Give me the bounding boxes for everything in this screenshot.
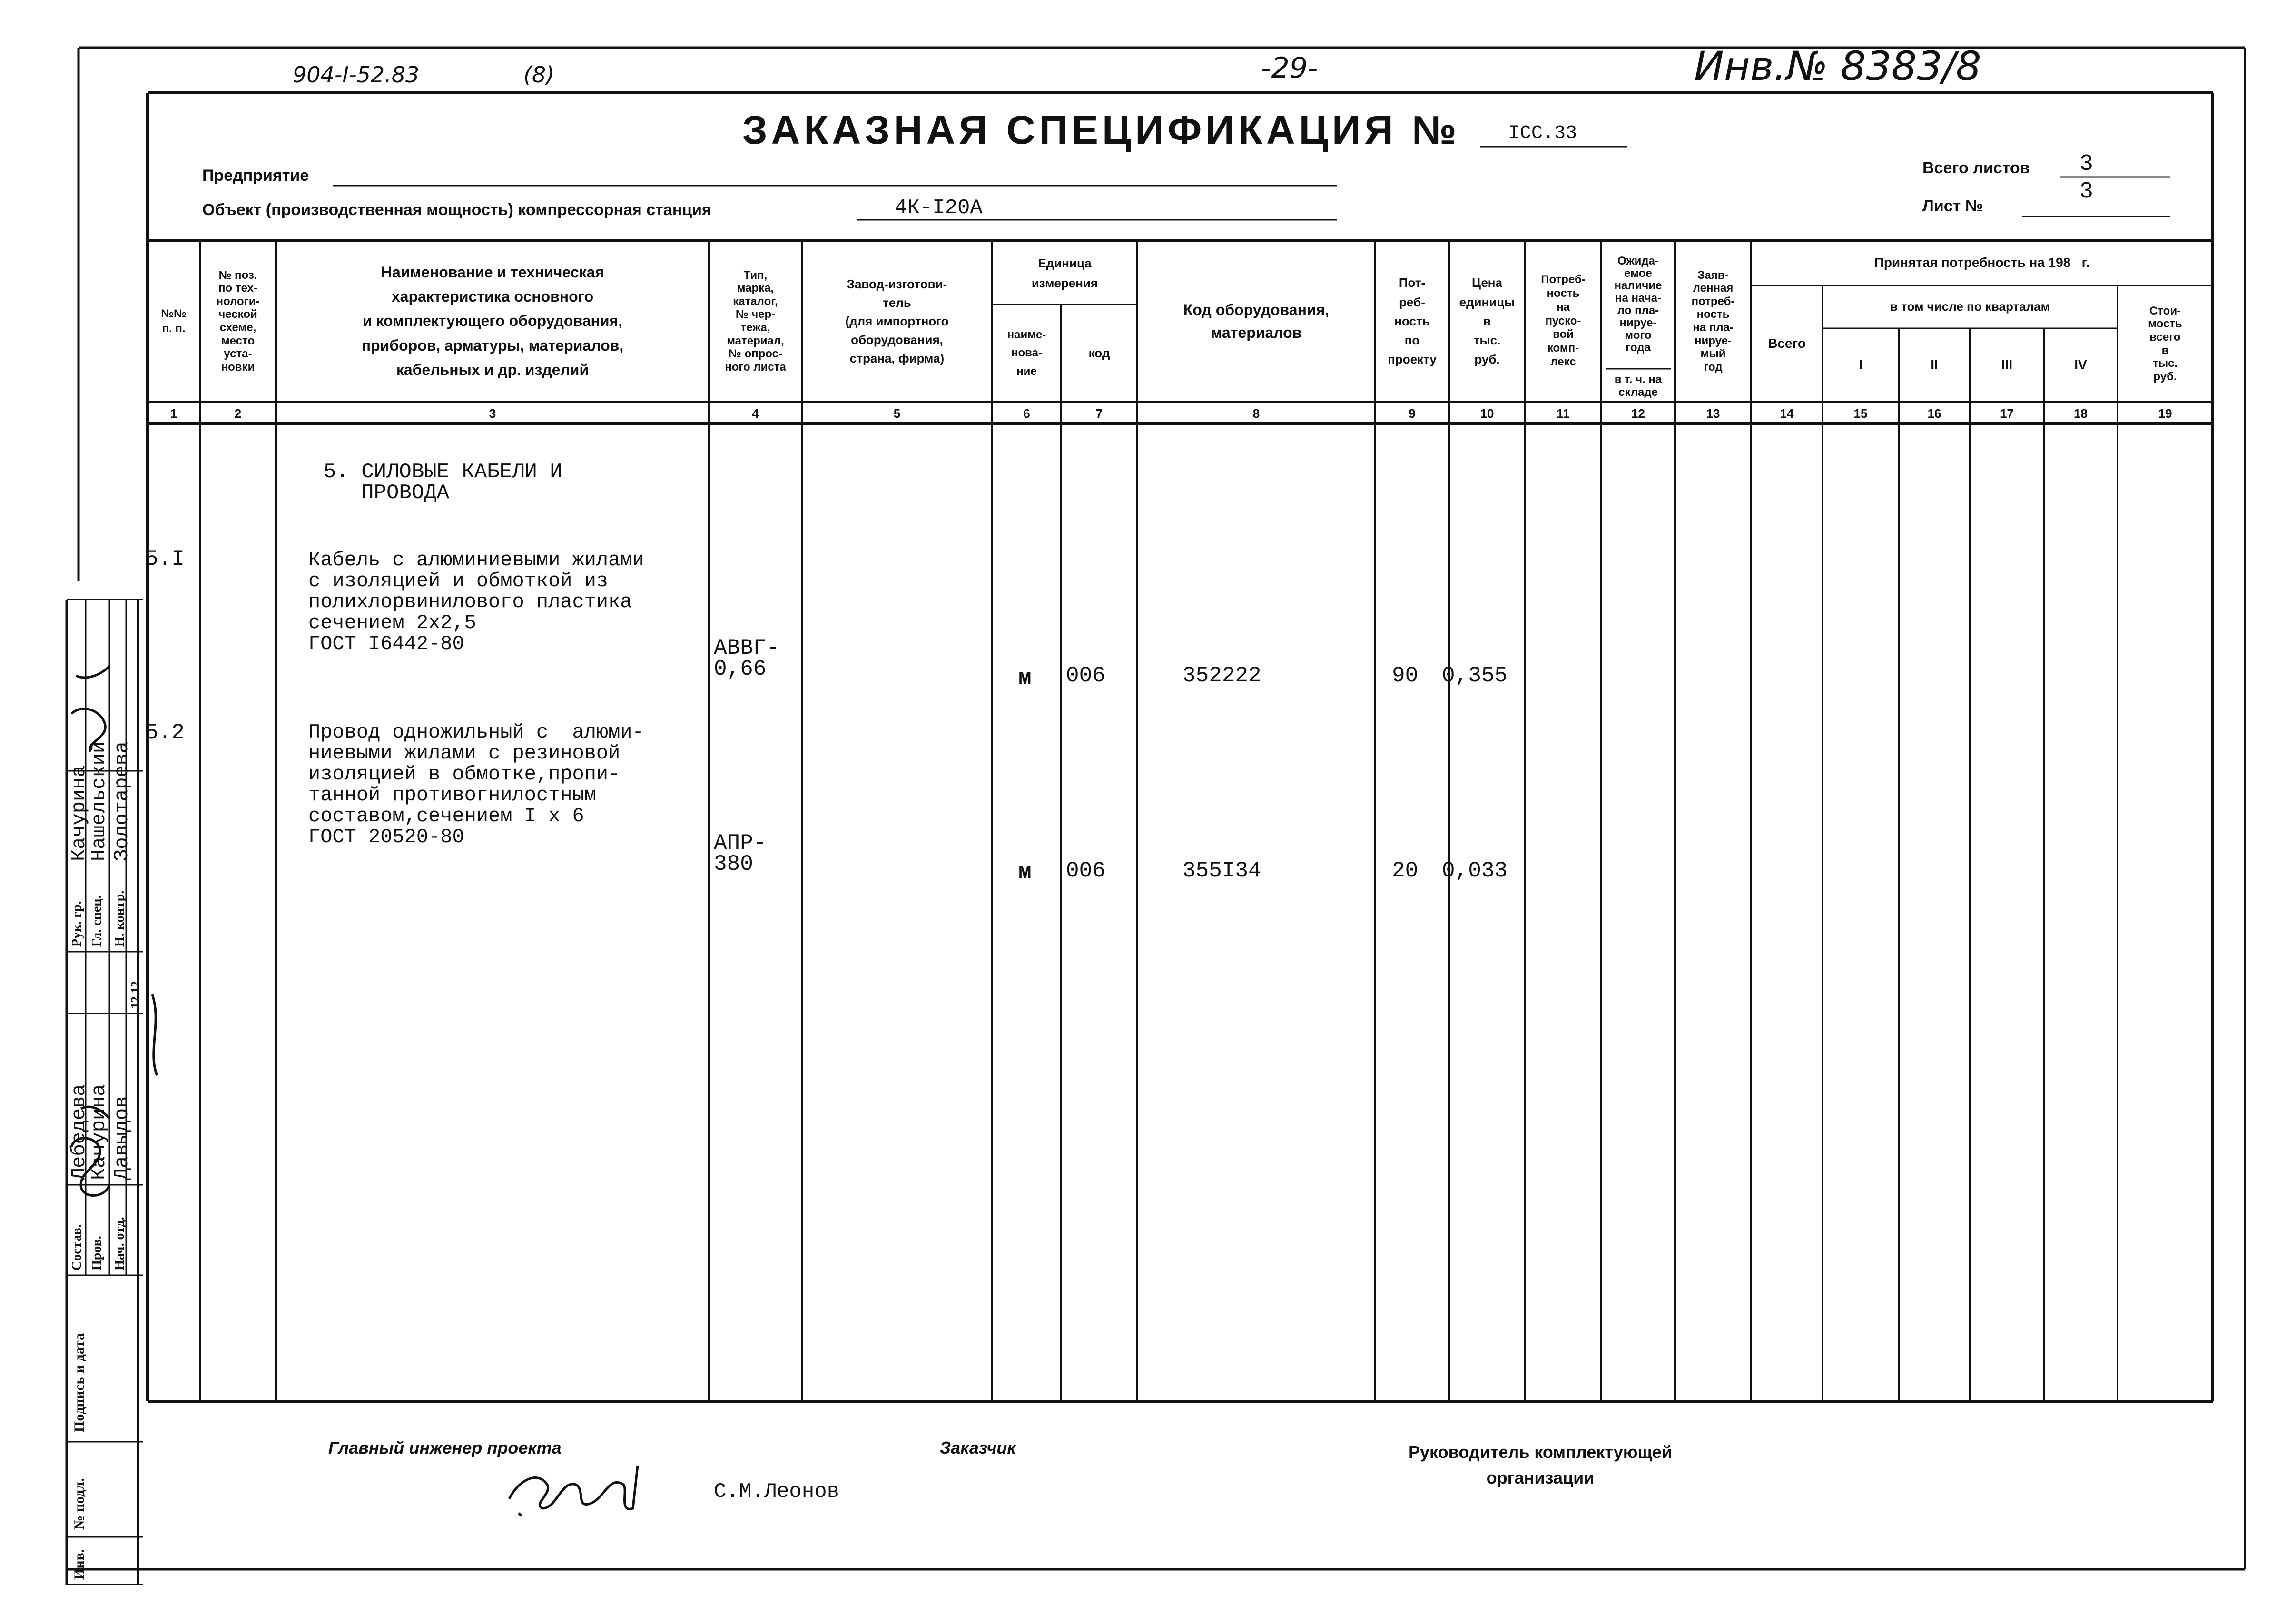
row-unit: м <box>1018 860 1032 885</box>
stamp-name: Нашельский <box>88 741 110 861</box>
col-header-3: Наименование и техническая характеристика основного и комплектующего оборудования, приборов, арматуры, материалов, кабельных и др. изделий <box>361 264 624 378</box>
col-number: 19 <box>2158 406 2172 421</box>
col-header-16: II <box>1931 357 1938 373</box>
row-number: 5.2 <box>145 720 185 745</box>
stamp-name: Давыдов <box>110 1096 133 1180</box>
stamp-role: Гл. спец. <box>89 895 104 947</box>
total-sheets-value: 3 <box>2079 151 2093 177</box>
col-number: 8 <box>1252 406 1260 421</box>
row-equipment-code: 355I34 <box>1182 858 1261 883</box>
row-unit: м <box>1018 666 1032 690</box>
row-type: АПР- 380 <box>714 831 767 876</box>
col-number: 1 <box>170 406 177 421</box>
col-number: 18 <box>2074 406 2088 421</box>
col-number: 13 <box>1706 406 1720 421</box>
col-header-11: Потреб- ность на пуско- вой комп- лекс <box>1541 273 1586 368</box>
col-header-12-stock: в т. ч. на складе <box>1614 373 1662 399</box>
col-header-15: I <box>1859 357 1862 373</box>
col-header-14: Всего <box>1768 336 1806 351</box>
stamp-name: Качурина <box>88 1084 110 1180</box>
stamp-role: Пров. <box>89 1236 104 1270</box>
stamp-name: Лебедева <box>68 1084 90 1180</box>
stamp-role: Состав. <box>69 1224 84 1270</box>
col-number: 9 <box>1409 406 1416 421</box>
row-price: 0,355 <box>1442 663 1508 688</box>
object-label: Объект (производственная мощность) компрессорная станция <box>202 201 711 219</box>
col-number: 6 <box>1023 406 1030 421</box>
supplier-head-label: Руководитель комплектующей организации <box>1409 1442 1673 1487</box>
col-number: 15 <box>1853 406 1868 421</box>
col-header-4: Тип, марка, каталог, № чер- тежа, материал, № опрос- ного листа <box>725 268 786 374</box>
row-unit-code: 006 <box>1066 858 1105 883</box>
col-number: 16 <box>1927 406 1941 421</box>
row-price: 0,033 <box>1442 858 1508 883</box>
row-equipment-code: 352222 <box>1182 663 1261 688</box>
customer-name: С.М.Леонов <box>714 1480 840 1504</box>
col-header-5: Завод-изготови- тель (для импортного оборудования, страна, фирма) <box>845 276 949 365</box>
col-number: 10 <box>1480 406 1494 421</box>
col-header-10: Цена единицы в тыс. руб. <box>1459 276 1515 367</box>
doc-number: 904-I-52.83 <box>293 62 420 88</box>
stamp-role: Нач. отд. <box>112 1217 127 1270</box>
col-number: 17 <box>2000 406 2014 421</box>
col-header-12: Ожида- емое наличие на нача- ло пла- нируе- мого года <box>1614 255 1662 354</box>
stamp-role: Н. контр. <box>112 890 127 947</box>
row-unit-code: 006 <box>1066 663 1105 688</box>
sheet-label: Лист № <box>1922 197 1983 215</box>
total-sheets-label: Всего листов <box>1922 159 2030 177</box>
col-header-19: Стои- мость всего в тыс. руб. <box>2148 304 2182 383</box>
col-number: 2 <box>234 406 242 421</box>
row-number: 5.I <box>145 547 185 571</box>
inventory-number: Инв.№ 8383/8 <box>1694 43 1981 89</box>
page-number: -29- <box>1261 51 1318 85</box>
col-number: 3 <box>489 406 496 421</box>
doc-part: (8) <box>523 62 555 88</box>
stamp-name: Качурина <box>68 765 90 861</box>
col-header-7: код <box>1088 345 1110 360</box>
row-description: Провод одножильный с алюми- ниевыми жилами с резиновой изоляцией в обмотке,пропи- танной противогнилостным составом,сечением I х 6 ГОСТ 20520-80 <box>308 721 644 848</box>
col-header-18: IV <box>2074 357 2087 373</box>
col-header-13: Заяв- ленная потреб- ность на пла- нируе- мый год <box>1691 268 1735 374</box>
quarters-group-header: в том числе по кварталам <box>1890 299 2050 314</box>
col-number: 12 <box>1631 406 1645 421</box>
col-number: 11 <box>1557 406 1570 421</box>
col-header-6: наиме- нова- ние <box>1007 328 1046 378</box>
section-title: 5. СИЛОВЫЕ КАБЕЛИ И ПРОВОДА <box>324 460 562 505</box>
col-number: 5 <box>893 406 901 421</box>
unit-group-header: Единица измерения <box>1031 256 1098 290</box>
col-header-1: №№ п. п. <box>161 307 187 335</box>
spec-number: ICC.33 <box>1508 123 1577 144</box>
stamp-name: Золотарева <box>110 741 133 861</box>
col-number: 14 <box>1780 406 1794 421</box>
row-description: Кабель с алюминиевыми жилами с изоляцией и обмоткой из полихлорвинилового пластика сечением 2х2,5 ГОСТ I6442-80 <box>308 549 644 655</box>
doc-title: ЗАКАЗНАЯ СПЕЦИФИКАЦИЯ № <box>742 108 1460 152</box>
col-number: 4 <box>752 406 759 421</box>
col-header-8: Код оборудования, материалов <box>1183 301 1330 341</box>
stamp-side-label: Подпись и дата <box>71 1333 87 1432</box>
object-value: 4К-I20А <box>895 196 983 220</box>
col-number: 7 <box>1095 406 1103 421</box>
sheet-value: 3 <box>2079 179 2093 205</box>
row-type: АВВГ- 0,66 <box>714 636 780 681</box>
stamp-date: 12.12 <box>128 981 142 1009</box>
col-header-9: Пот- реб- ность по проекту <box>1388 276 1437 367</box>
chief-engineer-label: Главный инженер проекта <box>328 1438 562 1457</box>
col-header-17: III <box>2001 357 2013 373</box>
stamp-side-label: Инв. <box>71 1549 87 1580</box>
stamp-role: Рук. гр. <box>69 901 84 947</box>
customer-label: Заказчик <box>940 1438 1016 1457</box>
stamp-side-label: № подл. <box>71 1478 87 1530</box>
row-quantity: 90 <box>1392 663 1419 688</box>
row-quantity: 20 <box>1392 858 1419 883</box>
accepted-group-header: Принятая потребность на 198 г. <box>1874 255 2090 270</box>
enterprise-label: Предприятие <box>202 167 309 185</box>
col-header-2: № поз. по тех- нологи- ческой схеме, место уста- новки <box>216 268 260 374</box>
